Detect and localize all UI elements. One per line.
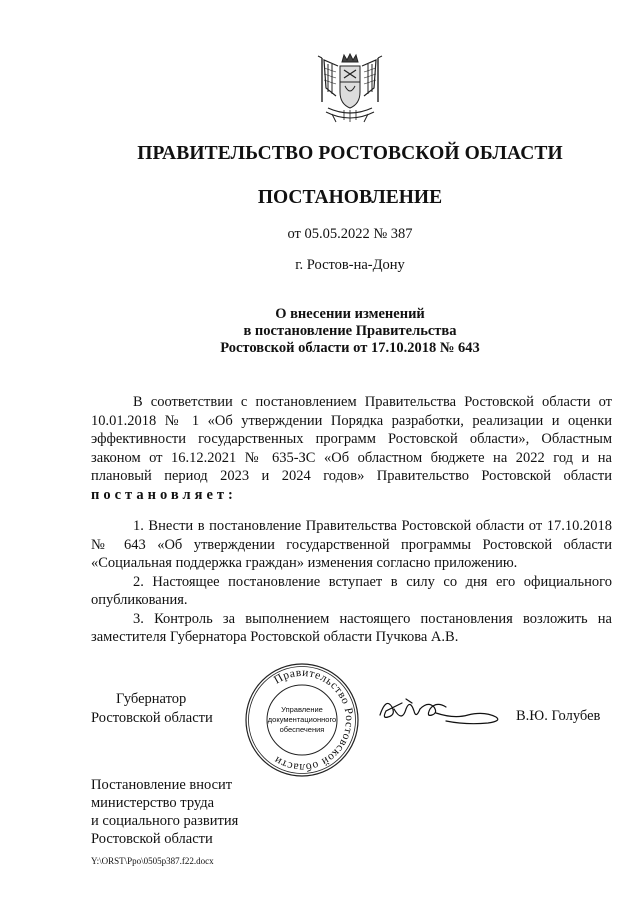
seal-center-line: документационного (267, 715, 337, 724)
document-subject (0, 306, 640, 357)
preamble-paragraph (91, 393, 612, 504)
seal-ring-text: Правительство Ростовской области (271, 666, 356, 774)
signatory-title-line: Ростовской области (91, 709, 213, 726)
ministry-note-line: Ростовской области (91, 831, 213, 847)
decree-item: 1. Внести в постановление Правительства Ростовской области от 17.10.2018 № 643 «Об утверждении государственной программы Ростовской области «Социальная поддержка граждан» изменения согласно приложению. (91, 518, 612, 571)
subject-line: О внесении изменений (275, 306, 425, 322)
decree-word: постановляет: (91, 486, 237, 503)
ministry-note-line: и социального развития (91, 813, 239, 829)
preamble-text: В соответствии с постановлением Правительства Ростовской области от 10.01.2018 № 1 «Об утверждении Порядка разработки, реализации и оценки эффективности государственных программ Ростовской области», Областным законом от 16.12.2021 № 635-ЗС «Об областном бюджете на 2022 год и на плановый период 2023 и 2024 годов» Правительство Ростовской области (91, 394, 612, 484)
document-city: г. Ростов-на-Дону (295, 257, 405, 273)
official-seal (244, 662, 360, 778)
ministry-note-line: Постановление вносит (91, 777, 233, 793)
document-type: ПОСТАНОВЛЕНИЕ (257, 187, 443, 208)
government-title: ПРАВИТЕЛЬСТВО РОСТОВСКОЙ ОБЛАСТИ (137, 143, 563, 164)
signatory-title-line: Губернатор (116, 691, 187, 707)
ministry-note (91, 776, 238, 848)
seal-center-line: обеспечения (279, 725, 325, 734)
decree-items (91, 517, 612, 647)
signatory-title (91, 690, 213, 727)
signatory-name: В.Ю. Голубев (516, 708, 601, 724)
decree-item: 3. Контроль за выполнением настоящего постановления возложить на заместителя Губернатора Ростовской области Пучкова А.В. (91, 610, 612, 645)
subject-line: в постановление Правительства (243, 323, 457, 339)
ministry-note-line: министерство труда (91, 795, 215, 811)
decree-item: 2. Настоящее постановление вступает в силу со дня его официального опубликования. (91, 573, 612, 608)
file-path: Y:\ORST\Ppo\0505p387.f22.docx (91, 856, 214, 866)
document-date-number: от 05.05.2022 № 387 (287, 226, 413, 242)
subject-line: Ростовской области от 17.10.2018 № 643 (220, 340, 480, 356)
seal-center-line: Управление (281, 705, 323, 714)
handwritten-signature (376, 693, 504, 729)
coat-of-arms-emblem (316, 52, 384, 130)
